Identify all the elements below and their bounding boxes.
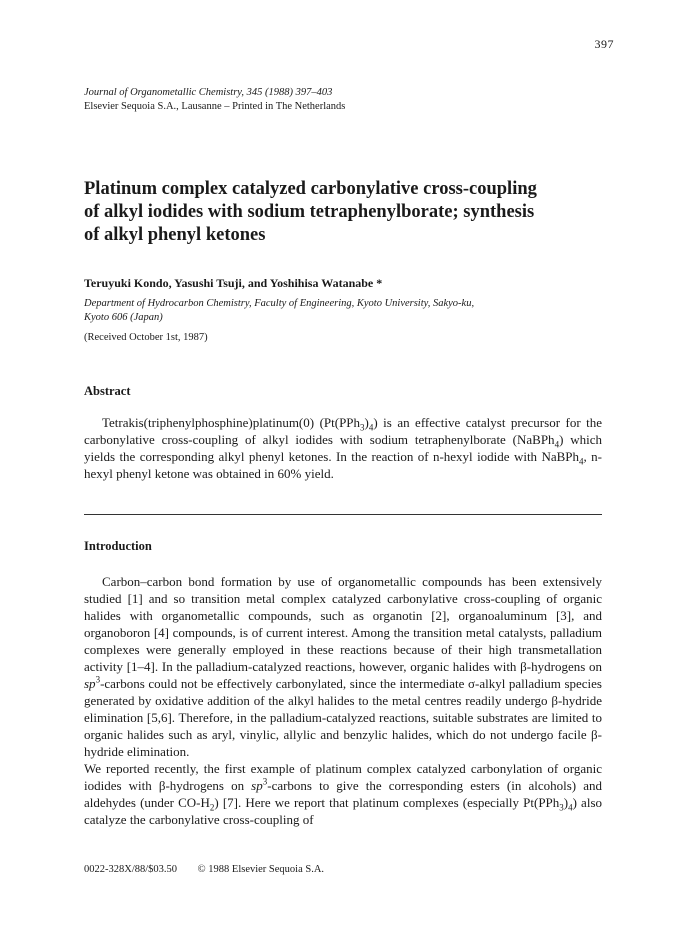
subscript: 2	[209, 802, 215, 813]
title-line: of alkyl phenyl ketones	[84, 225, 266, 245]
title-line: Platinum complex catalyzed carbonylative cross-coupling	[84, 179, 537, 199]
intro-paragraph-1	[84, 573, 602, 760]
issn-code: 0022-328X/88/$03.50	[84, 864, 178, 875]
article-title	[84, 178, 624, 247]
subscript: 3	[559, 802, 564, 813]
introduction-heading: Introduction	[84, 539, 152, 553]
affiliation-line: Department of Hydrocarbon Chemistry, Faculty of Engineering, Kyoto University, Sakyo-ku,	[84, 298, 475, 309]
page-footer	[84, 864, 342, 875]
text-run: )	[563, 795, 569, 810]
page-number: 397	[594, 37, 614, 51]
text-run: -carbons to give the corresponding esters (in alcohols) and aldehydes (under CO-H	[84, 778, 602, 810]
subscript: 4	[368, 422, 374, 433]
abstract-paragraph	[84, 414, 602, 482]
intro-paragraph-2	[84, 760, 602, 828]
subscript: 4	[579, 456, 584, 467]
subscript: 3	[360, 422, 365, 433]
title-line: of alkyl iodides with sodium tetraphenylborate; synthesis	[84, 202, 535, 222]
received-date: (Received October 1st, 1987)	[84, 332, 208, 343]
subscript: 4	[554, 439, 560, 450]
text-run: ) which yields the corresponding alkyl phenyl ketones. In the reaction of n-hexyl iodide with NaBPh	[84, 432, 602, 464]
superscript: 3	[262, 776, 268, 787]
text-run: , n-hexyl phenyl ketone was obtained in 60% yield.	[84, 449, 602, 481]
copyright-notice: © 1988 Elsevier Sequoia S.A.	[197, 864, 325, 875]
section-divider	[84, 514, 602, 515]
publisher-line: Elsevier Sequoia S.A., Lausanne – Printed in The Netherlands	[84, 101, 346, 112]
journal-citation: Journal of Organometallic Chemistry, 345 (1988) 397–403	[84, 87, 333, 98]
text-run: ) is an effective catalyst precursor for the carbonylative cross-coupling of alkyl iodides with sodium tetraphenylborate (NaBPh	[84, 415, 602, 447]
author-list: Teruyuki Kondo, Yasushi Tsuji, and Yoshihisa Watanabe *	[84, 276, 383, 290]
text-run: )	[364, 415, 369, 430]
subscript: 4	[568, 802, 573, 813]
text-run: -carbons could not be effectively carbonylated, since the intermediate σ-alkyl palladium species generated by oxidative addition of the alkyl halides to the metal centres readily undergo β-hydride elimination [5,6]. Therefore, in the palladium-catalyzed reactions, suitable substrates are limited to organic halides such as aryl, vinylic, allylic and benzylic halides, which do not undergo facile β-hydride elimination.	[84, 676, 602, 759]
superscript: 3	[95, 674, 101, 685]
text-run: ) also catalyze the carbonylative cross-coupling of	[84, 795, 602, 827]
affiliation-line: Kyoto 606 (Japan)	[84, 312, 163, 323]
text-run: sp	[84, 676, 96, 691]
abstract-body	[84, 414, 602, 482]
introduction-body	[84, 573, 602, 828]
text-run: Tetrakis(triphenylphosphine)platinum(0) (Pt(PPh	[102, 415, 361, 430]
journal-header	[84, 86, 345, 114]
text-run: We reported recently, the first example of platinum complex catalyzed carbonylation of organic iodides with β-hydrogens on	[84, 761, 602, 793]
abstract-heading: Abstract	[84, 384, 131, 398]
text-run: Carbon–carbon bond formation by use of organometallic compounds has been extensively studied [1] and so transition metal complex catalyzed carbonylative cross-coupling of organic halides with organometallic compounds, such as organotin [2], organoaluminum [3], and organoboron [4] compounds, is of current interest. Among the transition metal catalysts, palladium complexes were generally employed in these reactions because of their high transmetallation activity [1–4]. In the palladium-catalyzed reactions, however, organic halides with β-hydrogens on	[84, 574, 602, 674]
affiliation	[84, 297, 614, 325]
text-run: sp	[251, 778, 263, 793]
text-run: ) [7]. Here we report that platinum complexes (especially Pt(PPh	[214, 795, 560, 810]
